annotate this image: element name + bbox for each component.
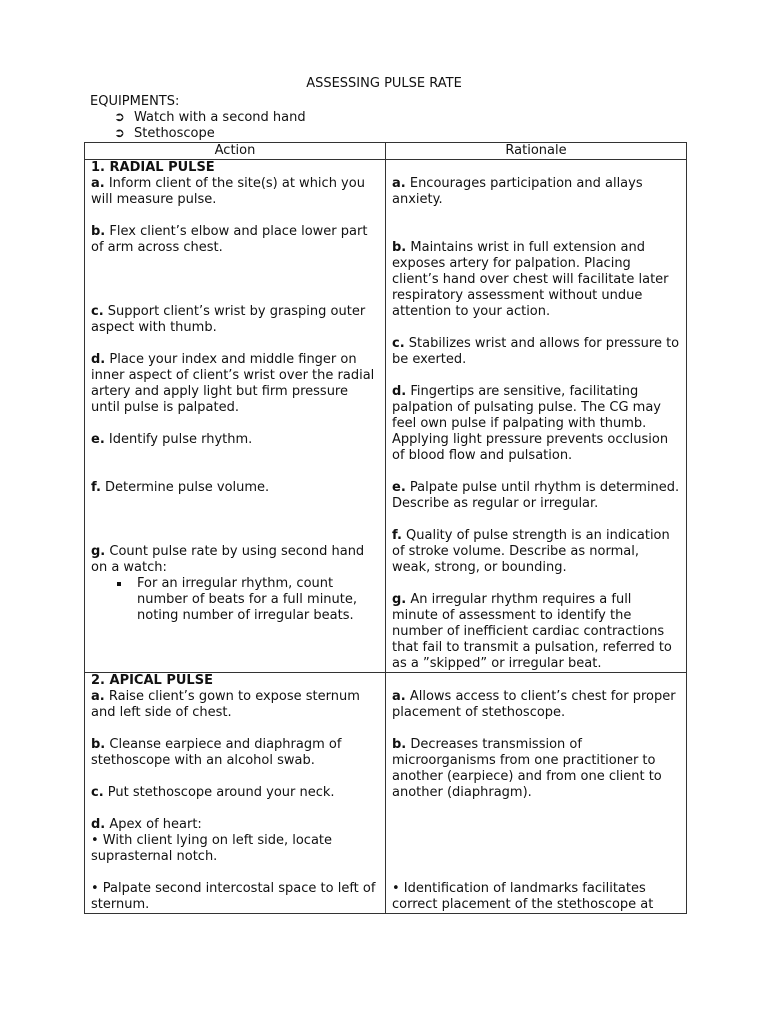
equipment-section	[90, 94, 306, 142]
table-header-row	[85, 143, 687, 160]
equipment-item: Watch with a second hand	[134, 110, 306, 125]
equipment-list	[90, 110, 306, 142]
table-row	[85, 160, 687, 673]
section-heading: 2. APICAL PULSE	[91, 673, 213, 688]
table-row	[85, 673, 687, 914]
rationale-item: b. Maintains wrist in full extension and exposes artery for palpation. Placing client’s hand over chest will facilitate later respiratory assessment without undue attention to your action.	[392, 240, 669, 319]
column-header-rationale: Rationale	[386, 143, 687, 160]
action-item: g. Count pulse rate by using second hand on a watch:	[91, 544, 365, 575]
action-subline: • With client lying on left side, locate suprasternal notch.	[91, 833, 333, 864]
action-subline: • Palpate second intercostal space to left of sternum.	[91, 881, 376, 912]
rationale-item: a. Allows access to client’s chest for proper placement of stethoscope.	[392, 689, 676, 720]
list-item: For an irregular rhythm, count number of beats for a full minute, noting number of irregular beats.	[117, 576, 379, 624]
rationale-item: g. An irregular rhythm requires a full minute of assessment to identify the number of inefficient cardiac contractions that fail to transmit a pulsation, referred to as a ”skipped” or irregular beat.	[392, 592, 672, 671]
radial-rationale-cell	[386, 160, 687, 673]
action-item: a. Inform client of the site(s) at which you will measure pulse.	[91, 176, 365, 207]
radial-action-cell	[85, 160, 386, 673]
list-item	[114, 110, 306, 126]
action-item: d. Place your index and middle finger on inner aspect of client’s wrist over the radial artery and apply light but firm pressure until pulse is palpated.	[91, 352, 375, 415]
action-item: a. Raise client’s gown to expose sternum and left side of chest.	[91, 689, 360, 720]
rationale-item: c. Stabilizes wrist and allows for pressure to be exerted.	[392, 336, 680, 367]
arrow-bullet-icon: ➲	[114, 126, 125, 141]
action-item: f. Determine pulse volume.	[91, 480, 270, 495]
rationale-item: e. Palpate pulse until rhythm is determined.	[392, 480, 680, 495]
apical-rationale-cell	[386, 673, 687, 914]
arrow-bullet-icon: ➲	[114, 110, 125, 125]
rationale-item: Describe as regular or irregular.	[392, 496, 599, 511]
page-title: ASSESSING PULSE RATE	[306, 76, 462, 91]
square-bullet-icon	[117, 582, 121, 586]
action-item: c. Support client’s wrist by grasping outer aspect with thumb.	[91, 304, 366, 335]
section-heading: 1. RADIAL PULSE	[91, 160, 215, 175]
action-item: c. Put stethoscope around your neck.	[91, 785, 335, 800]
equipment-label: EQUIPMENTS:	[90, 94, 180, 109]
action-item: b. Flex client’s elbow and place lower part of arm across chest.	[91, 224, 368, 255]
rationale-item: d. Fingertips are sensitive, facilitating palpation of pulsating pulse. The CG may feel own pulse if palpating with thumb. Applying light pressure prevents occlusion of blood flow and pulsation.	[392, 384, 669, 463]
rationale-item: a. Encourages participation and allays anxiety.	[392, 176, 643, 207]
equipment-item: Stethoscope	[134, 126, 215, 141]
procedure-table	[84, 142, 687, 914]
rationale-item: • Identification of landmarks facilitates correct placement of the stethoscope at	[392, 881, 654, 912]
action-item: e. Identify pulse rhythm.	[91, 432, 253, 447]
action-item: d. Apex of heart:	[91, 817, 202, 832]
sub-list	[91, 576, 379, 624]
rationale-item: b. Decreases transmission of microorganisms from one practitioner to another (earpiece) and from one client to another (diaphragm).	[392, 737, 662, 800]
list-item	[114, 126, 306, 142]
column-header-action: Action	[85, 143, 386, 160]
action-item: b. Cleanse earpiece and diaphragm of stethoscope with an alcohol swab.	[91, 737, 342, 768]
apical-action-cell	[85, 673, 386, 914]
rationale-item: f. Quality of pulse strength is an indication of stroke volume. Describe as normal, weak, strong, or bounding.	[392, 528, 670, 575]
